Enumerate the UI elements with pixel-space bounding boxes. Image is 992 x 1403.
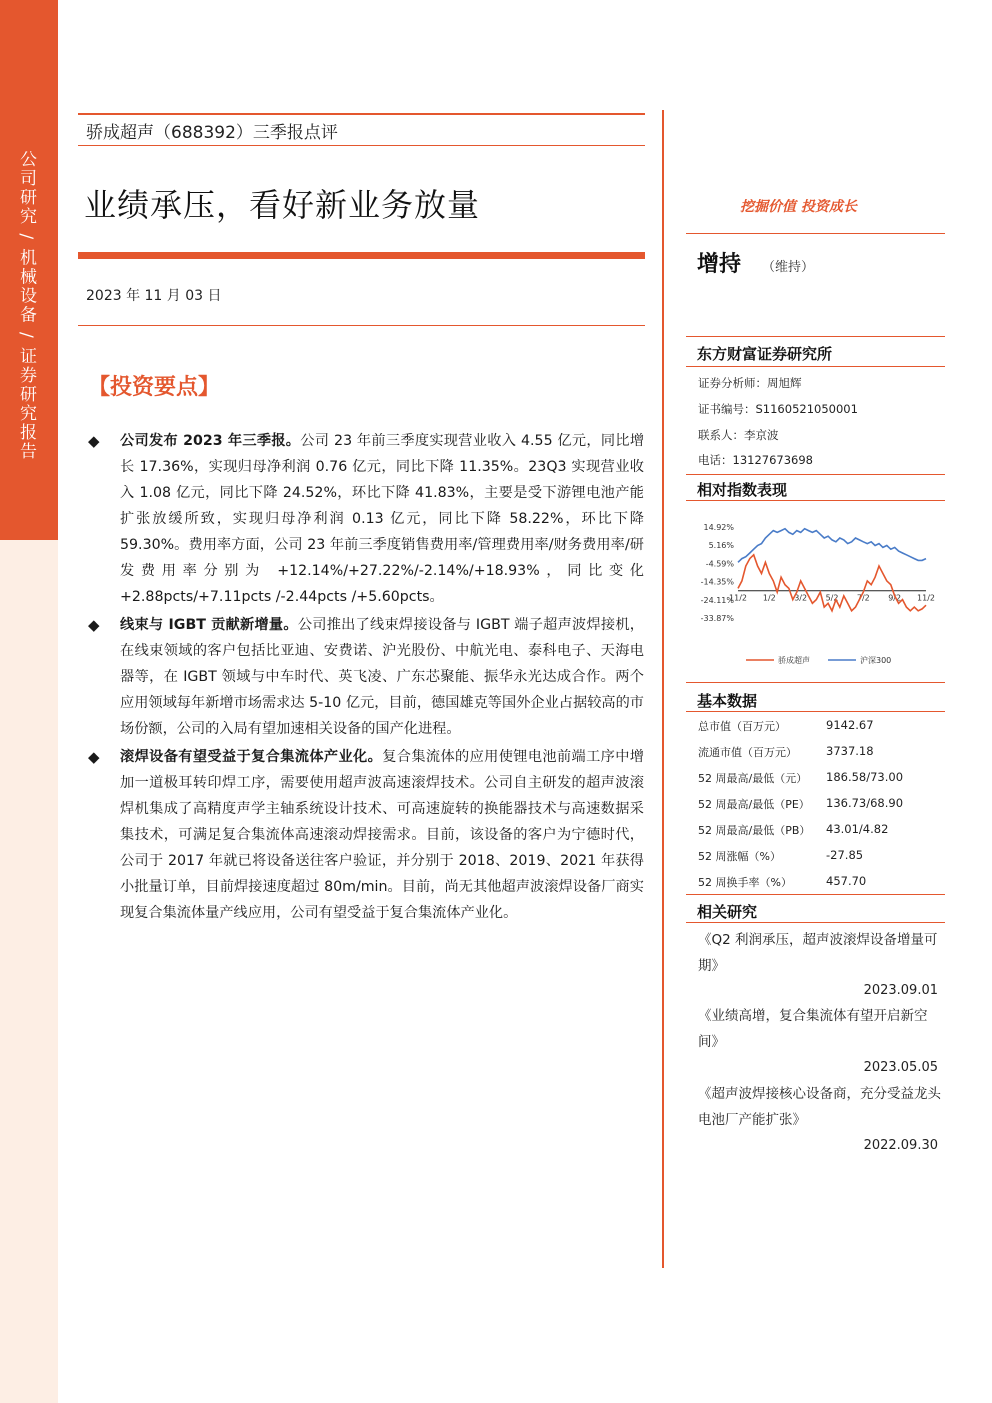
- x-tick-label: 3/2: [794, 593, 808, 603]
- bullet-text: 公司 23 年前三季度实现营业收入 4.55 亿元，同比增长 17.36%，实现归母净利润 0.76 亿元，同比下降 11.35%。23Q3 实现营业收入 1.08 亿元，同比下降 24.52%，环比下降 41.83%，主要是受下游锂电池产能扩张放缓所致，实现归母净利润 0.13 亿元，同比下降 58.22%，环比下降 59.30%。费用率方面，公司 23 年前三季度销售费用率/管理费用率/财务费用率/研发费用率分别为 +12.14%/+27.22%/-2.14%/+18.93%，同比变化 +2.88pcts/+7.11pcts /-2.44pcts /+5.60pcts。: [120, 433, 645, 605]
- basic-data-value: 43.01/4.82: [826, 822, 889, 836]
- related-report-title[interactable]: 《业绩高增，复合集流体有望开启新空间》: [698, 1008, 928, 1050]
- x-tick-label: 5/2: [825, 593, 839, 603]
- x-tick-label: 11/2: [917, 593, 935, 603]
- legend-label: 沪深300: [860, 656, 892, 665]
- bullet-lead: 公司发布 2023 年三季报。: [120, 433, 301, 449]
- related-report-date: 2023.09.01: [863, 983, 938, 998]
- diamond-bullet-icon: ◆: [88, 616, 100, 634]
- y-tick-label: 5.16%: [708, 541, 734, 551]
- basic-data-title: 基本数据: [697, 692, 758, 710]
- basic-title-rule: [686, 711, 945, 712]
- basic-data-label: 52 周涨幅（%）: [698, 850, 781, 863]
- column-divider: [662, 110, 664, 1268]
- basic-data-value: 136.73/68.90: [826, 796, 904, 810]
- institution-bottom-rule: [686, 366, 945, 367]
- chart-title-rule: [686, 500, 945, 501]
- relative-index-chart: [686, 512, 946, 672]
- chart-top-rule: [686, 474, 945, 475]
- bullet-text: 复合集流体的应用使锂电池前端工序中增加一道极耳转印焊工序，需要使用超声波高速滚焊技术。公司自主研发的超声波滚焊机集成了高精度声学主轴系统设计技术、可高速旋转的换能器技术与高速数据采集技术，可满足复合集流体高速滚动焊接需求。目前，该设备的客户为宁德时代，公司于 2017 年就已将设备送往客户验证，并分别于 2018、2019、2021 年获得小批量订单，目前焊接速度超过 80m/min。目前，尚无其他超声波滚焊设备厂商实现复合集流体量产线应用，公司有望受益于复合集流体产业化。: [120, 749, 644, 921]
- header-top-rule: [78, 113, 645, 115]
- basic-top-rule: [686, 682, 945, 683]
- date-rule: [78, 325, 645, 326]
- cert-number: 证书编号：S1160521050001: [698, 402, 858, 416]
- rating-note: （维持）: [762, 260, 815, 275]
- basic-data-label: 52 周最高/最低（PB）: [698, 824, 811, 837]
- x-tick-label: 9/2: [888, 593, 902, 603]
- related-report-date: 2023.05.05: [863, 1060, 938, 1075]
- related-report-title[interactable]: 《超声波焊接核心设备商，充分受益龙头电池厂产能扩张》: [698, 1086, 941, 1128]
- x-tick-label: 11/2: [729, 593, 747, 603]
- bullet-item: [88, 428, 644, 610]
- x-tick-label: 7/2: [856, 593, 870, 603]
- related-top-rule: [686, 894, 945, 895]
- bullet-item: [88, 612, 644, 742]
- slogan: 挖掘价值 投资成长: [740, 199, 857, 215]
- y-tick-label: 14.92%: [703, 523, 734, 532]
- basic-data-label: 总市值（百万元）: [698, 720, 786, 733]
- section-heading: 【投资要点】: [88, 374, 221, 400]
- basic-data-value: 3737.18: [826, 744, 874, 758]
- related-title-rule: [686, 922, 945, 923]
- investment-points: [88, 428, 644, 926]
- basic-data-label: 52 周换手率（%）: [698, 876, 792, 889]
- sidebar: [0, 0, 58, 1403]
- report-name: 骄成超声（688392）三季报点评: [86, 123, 338, 143]
- bullet-lead: 线束与 IGBT 贡献新增量。: [120, 617, 298, 633]
- chart-svg: [686, 512, 946, 672]
- phone: 电话：13127673698: [698, 453, 813, 467]
- basic-data-value: 186.58/73.00: [826, 770, 904, 784]
- report-date: 2023 年 11 月 03 日: [86, 288, 222, 304]
- rating: 增持: [697, 252, 742, 277]
- bullet-text: 公司推出了线束焊接设备与 IGBT 端子超声波焊接机，在线束领域的客户包括比亚迪、安费诺、沪光股份、中航光电、泰科电子、天海电器等，在 IGBT 领域与中车时代、英飞凌、广东芯聚能、振华永光达成合作。两个应用领域每年新增市场需求达 5-10 亿元，目前，德国雄克等国外企业占据较高的市场份额，公司的入局有望加速相关设备的国产化进程。: [120, 617, 644, 737]
- institution-top-rule: [686, 336, 945, 337]
- header-rule: [78, 145, 645, 146]
- bullet-lead: 滚焊设备有望受益于复合集流体产业化。: [120, 749, 383, 765]
- sidebar-category-label: 公司研究 / 机械设备 / 证券研究报告: [16, 150, 36, 462]
- basic-data-label: 52 周最高/最低（PE）: [698, 798, 810, 811]
- chart-title: 相对指数表现: [697, 481, 788, 499]
- rating-top-rule: [686, 233, 945, 234]
- title-rule: [78, 252, 645, 259]
- basic-data-label: 52 周最高/最低（元）: [698, 772, 808, 785]
- contact: 联系人：李京波: [698, 428, 779, 442]
- y-tick-label: -14.35%: [700, 577, 734, 587]
- analyst: 证券分析师：周旭辉: [698, 376, 802, 390]
- bullet-item: [88, 744, 644, 926]
- related-report-date: 2022.09.30: [863, 1138, 938, 1153]
- page-title: 业绩承压，看好新业务放量: [84, 186, 481, 224]
- institution-name: 东方财富证券研究所: [697, 345, 833, 363]
- series-line: [738, 529, 926, 563]
- basic-data-label: 流通市值（百万元）: [698, 746, 797, 759]
- legend-label: 骄成超声: [778, 656, 810, 665]
- x-tick-label: 1/2: [762, 593, 776, 603]
- diamond-bullet-icon: ◆: [88, 748, 100, 766]
- y-tick-label: -33.87%: [700, 614, 734, 623]
- y-tick-label: -24.11%: [700, 595, 734, 605]
- basic-data-value: -27.85: [826, 848, 864, 862]
- related-report-title[interactable]: 《Q2 利润承压，超声波滚焊设备增量可期》: [698, 932, 938, 974]
- basic-data-value: 457.70: [826, 874, 867, 888]
- basic-data-value: 9142.67: [826, 718, 874, 732]
- diamond-bullet-icon: ◆: [88, 432, 100, 450]
- y-tick-label: -4.59%: [705, 559, 734, 569]
- related-title: 相关研究: [697, 903, 758, 921]
